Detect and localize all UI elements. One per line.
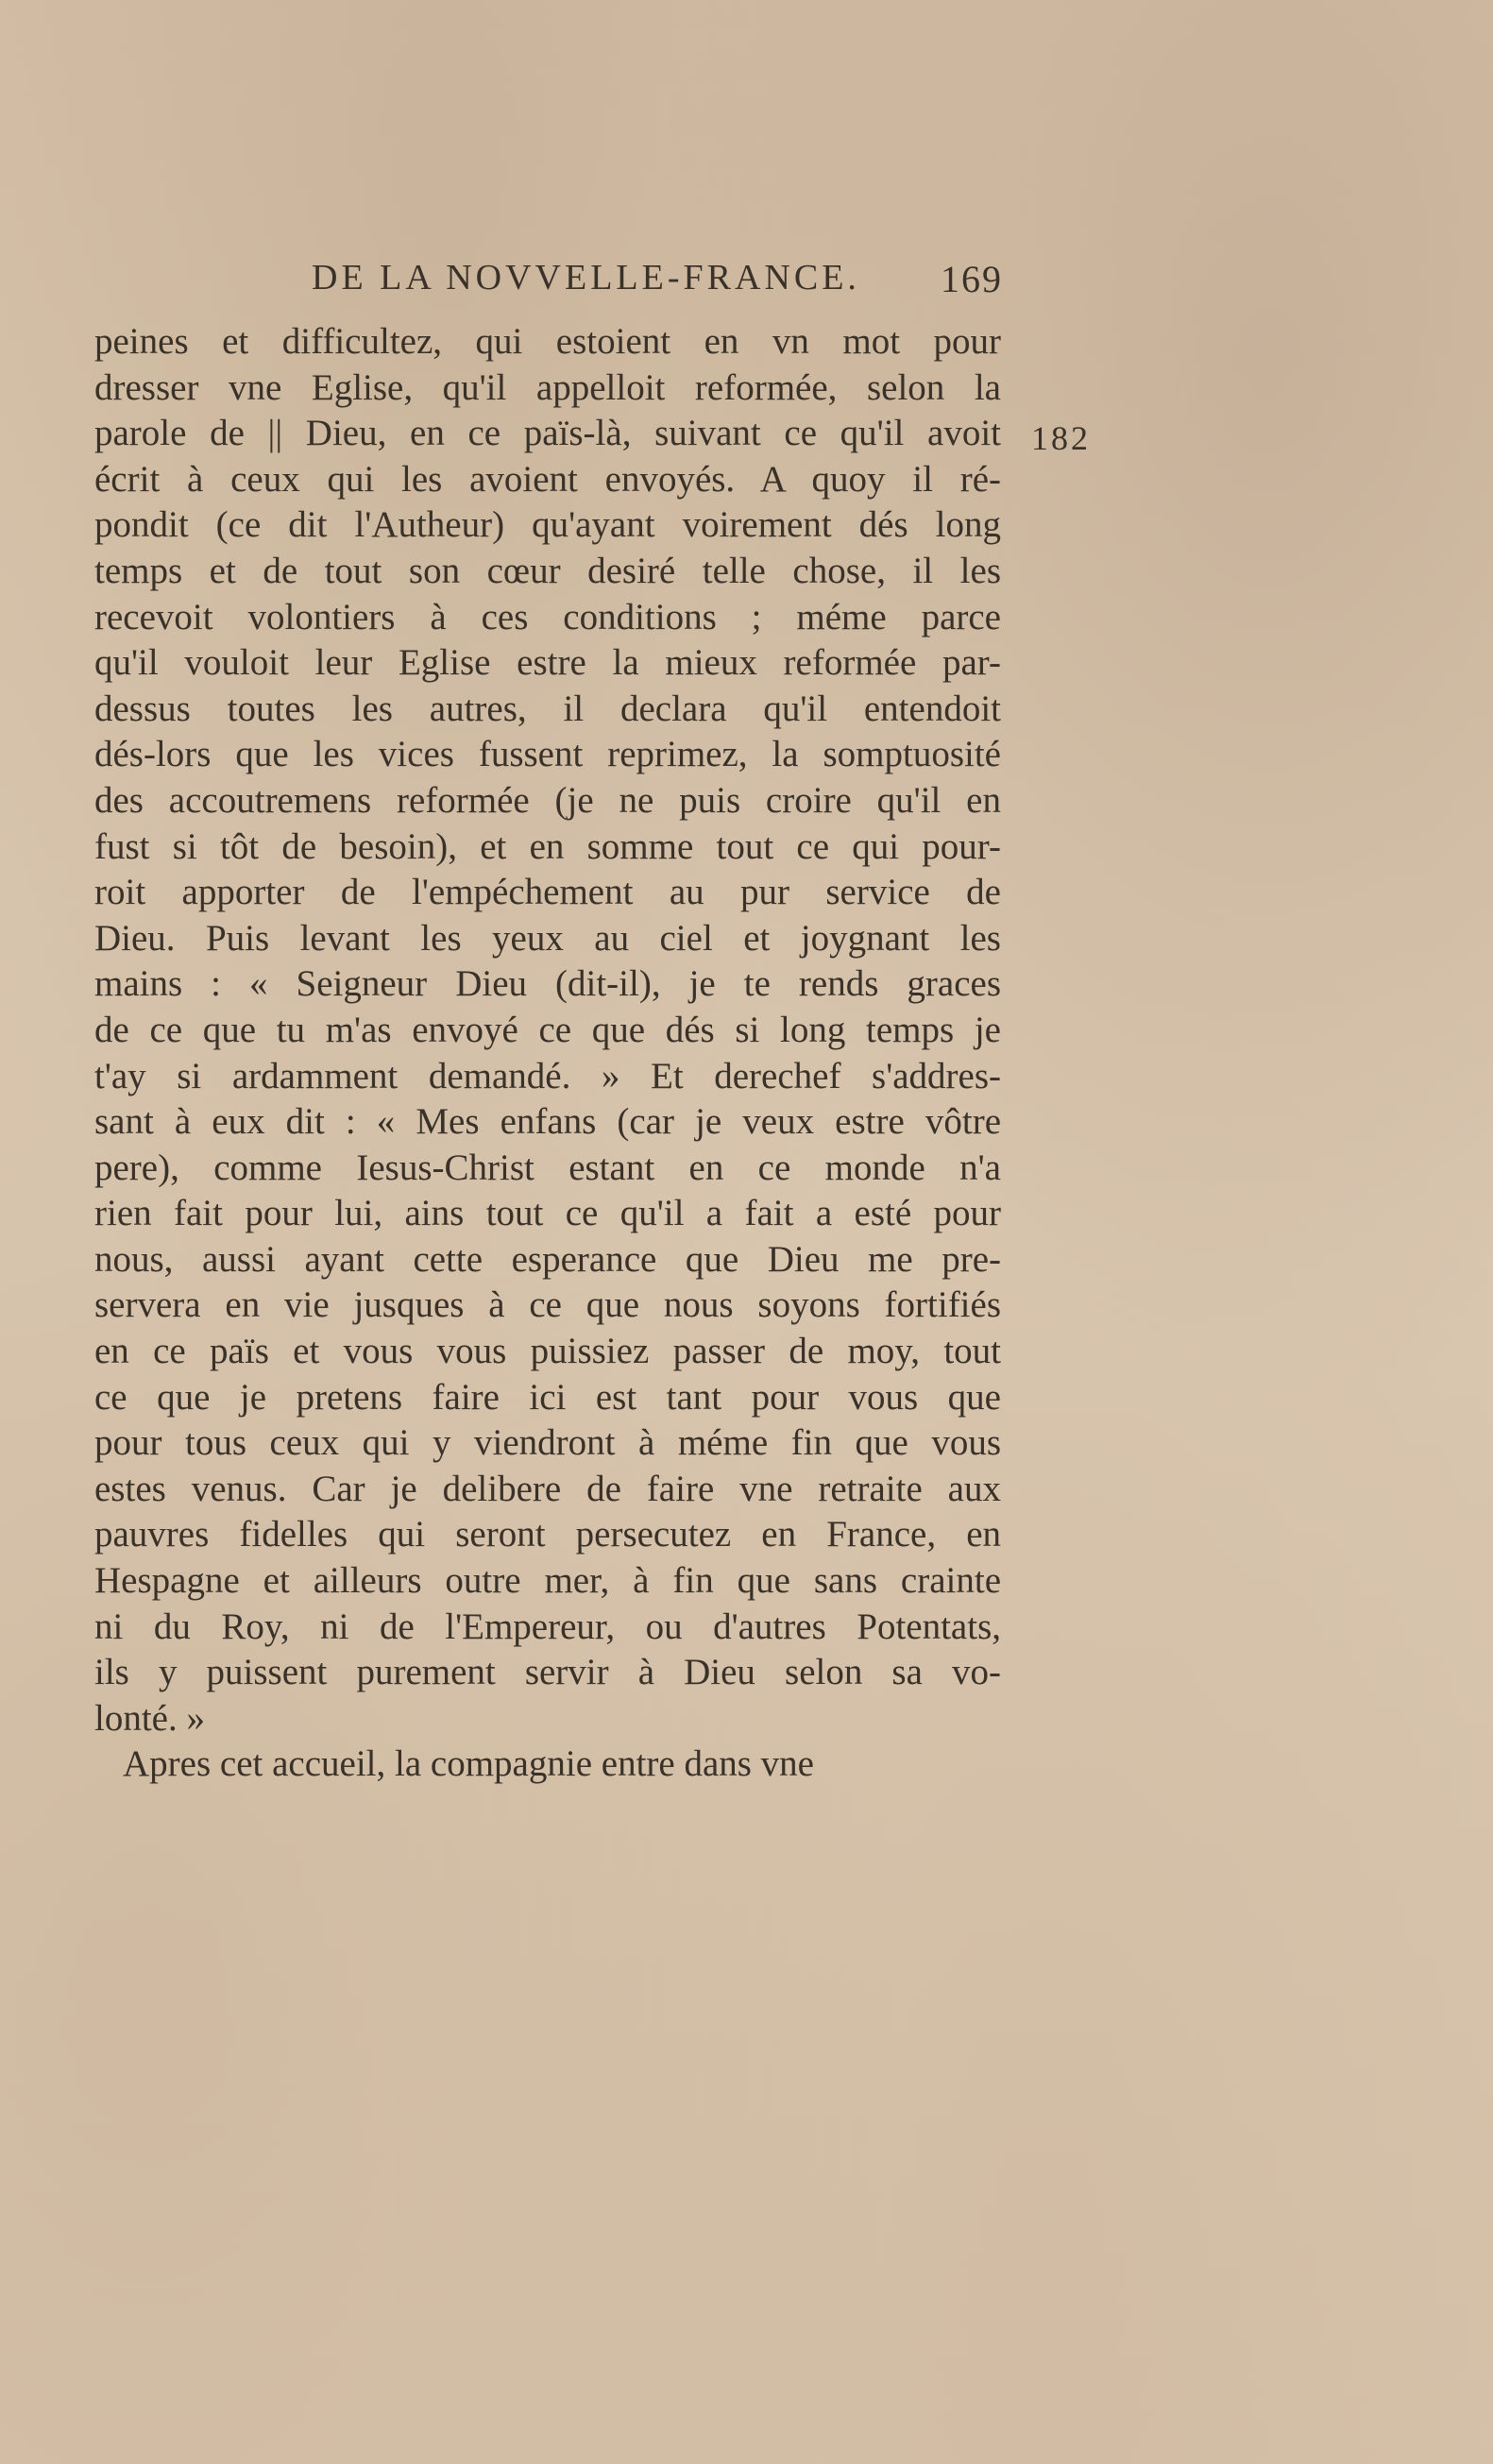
text-line: Dieu. Puis levant les yeux au ciel et joygnant les: [94, 917, 1001, 959]
text-line: servera en vie jusques à ce que nous soyons fortifiés: [94, 1284, 1001, 1326]
text-line: pour tous ceux qui y viendront à méme fin que vous: [94, 1422, 1001, 1464]
text-line: des accoutremens reformée (je ne puis croire qu'il en: [94, 779, 1001, 821]
text-line: Hespagne et ailleurs outre mer, à fin que sans crainte: [94, 1560, 1001, 1602]
text-line: ce que je pretens faire ici est tant pour vous que: [94, 1376, 1001, 1418]
text-line: recevoit volontiers à ces conditions ; méme parce: [94, 596, 1001, 637]
text-line: pondit (ce dit l'Autheur) qu'ayant voirement dés long: [94, 504, 1001, 546]
text-line: temps et de tout son cœur desiré telle chose, il les: [94, 550, 1001, 591]
text-line: dés-lors que les vices fussent reprimez, la somptuosité: [94, 734, 1001, 775]
text-line: sant à eux dit : « Mes enfans (car je veux estre vôtre: [94, 1101, 1001, 1143]
running-title: DE LA NOVVELLE-FRANCE.: [312, 258, 860, 297]
margin-page-reference: 182: [1031, 419, 1091, 457]
text-line: pere), comme Iesus-Christ estant en ce monde n'a: [94, 1147, 1001, 1188]
text-line: t'ay si ardamment demandé. » Et derechef s'addres-: [94, 1055, 1001, 1096]
text-line: estes venus. Car je delibere de faire vne retraite aux: [94, 1468, 1001, 1509]
text-line: qu'il vouloit leur Eglise estre la mieux reformée par-: [94, 642, 1001, 684]
text-line: en ce païs et vous vous puissiez passer de moy, tout: [94, 1331, 1001, 1372]
page-number: 169: [941, 258, 1003, 300]
text-line: écrit à ceux qui les avoient envoyés. A quoy il ré-: [94, 458, 1001, 500]
text-line: nous, aussi ayant cette esperance que Dieu me pre-: [94, 1238, 1001, 1280]
text-line: roit apporter de l'empéchement au pur service de: [94, 872, 1001, 913]
text-line: dessus toutes les autres, il declara qu'il entendoit: [94, 688, 1001, 729]
text-line: lonté. »: [94, 1697, 205, 1739]
text-line: Apres cet accueil, la compagnie entre dans vne: [123, 1743, 814, 1785]
text-line: rien fait pour lui, ains tout ce qu'il a fait a esté pour: [94, 1193, 1001, 1234]
text-line: ils y puissent purement servir à Dieu selon sa vo-: [94, 1652, 1001, 1693]
text-line: fust si tôt de besoin), et en somme tout ce qui pour-: [94, 825, 1001, 867]
text-line: peines et difficultez, qui estoient en vn mot pour: [94, 321, 1001, 362]
text-line: dresser vne Eglise, qu'il appelloit reformée, selon la: [94, 366, 1001, 408]
text-line: pauvres fidelles qui seront persecutez en France, en: [94, 1514, 1001, 1555]
text-line: de ce que tu m'as envoyé ce que dés si long temps je: [94, 1009, 1001, 1050]
body-text: [94, 319, 1001, 1788]
text-line: mains : « Seigneur Dieu (dit-il), je te rends graces: [94, 963, 1001, 1005]
running-head: [312, 257, 1010, 314]
text-line: ni du Roy, ni de l'Empereur, ou d'autres Potentats,: [94, 1606, 1001, 1647]
text-line: parole de || Dieu, en ce païs-là, suivant ce qu'il avoit: [94, 413, 1001, 454]
